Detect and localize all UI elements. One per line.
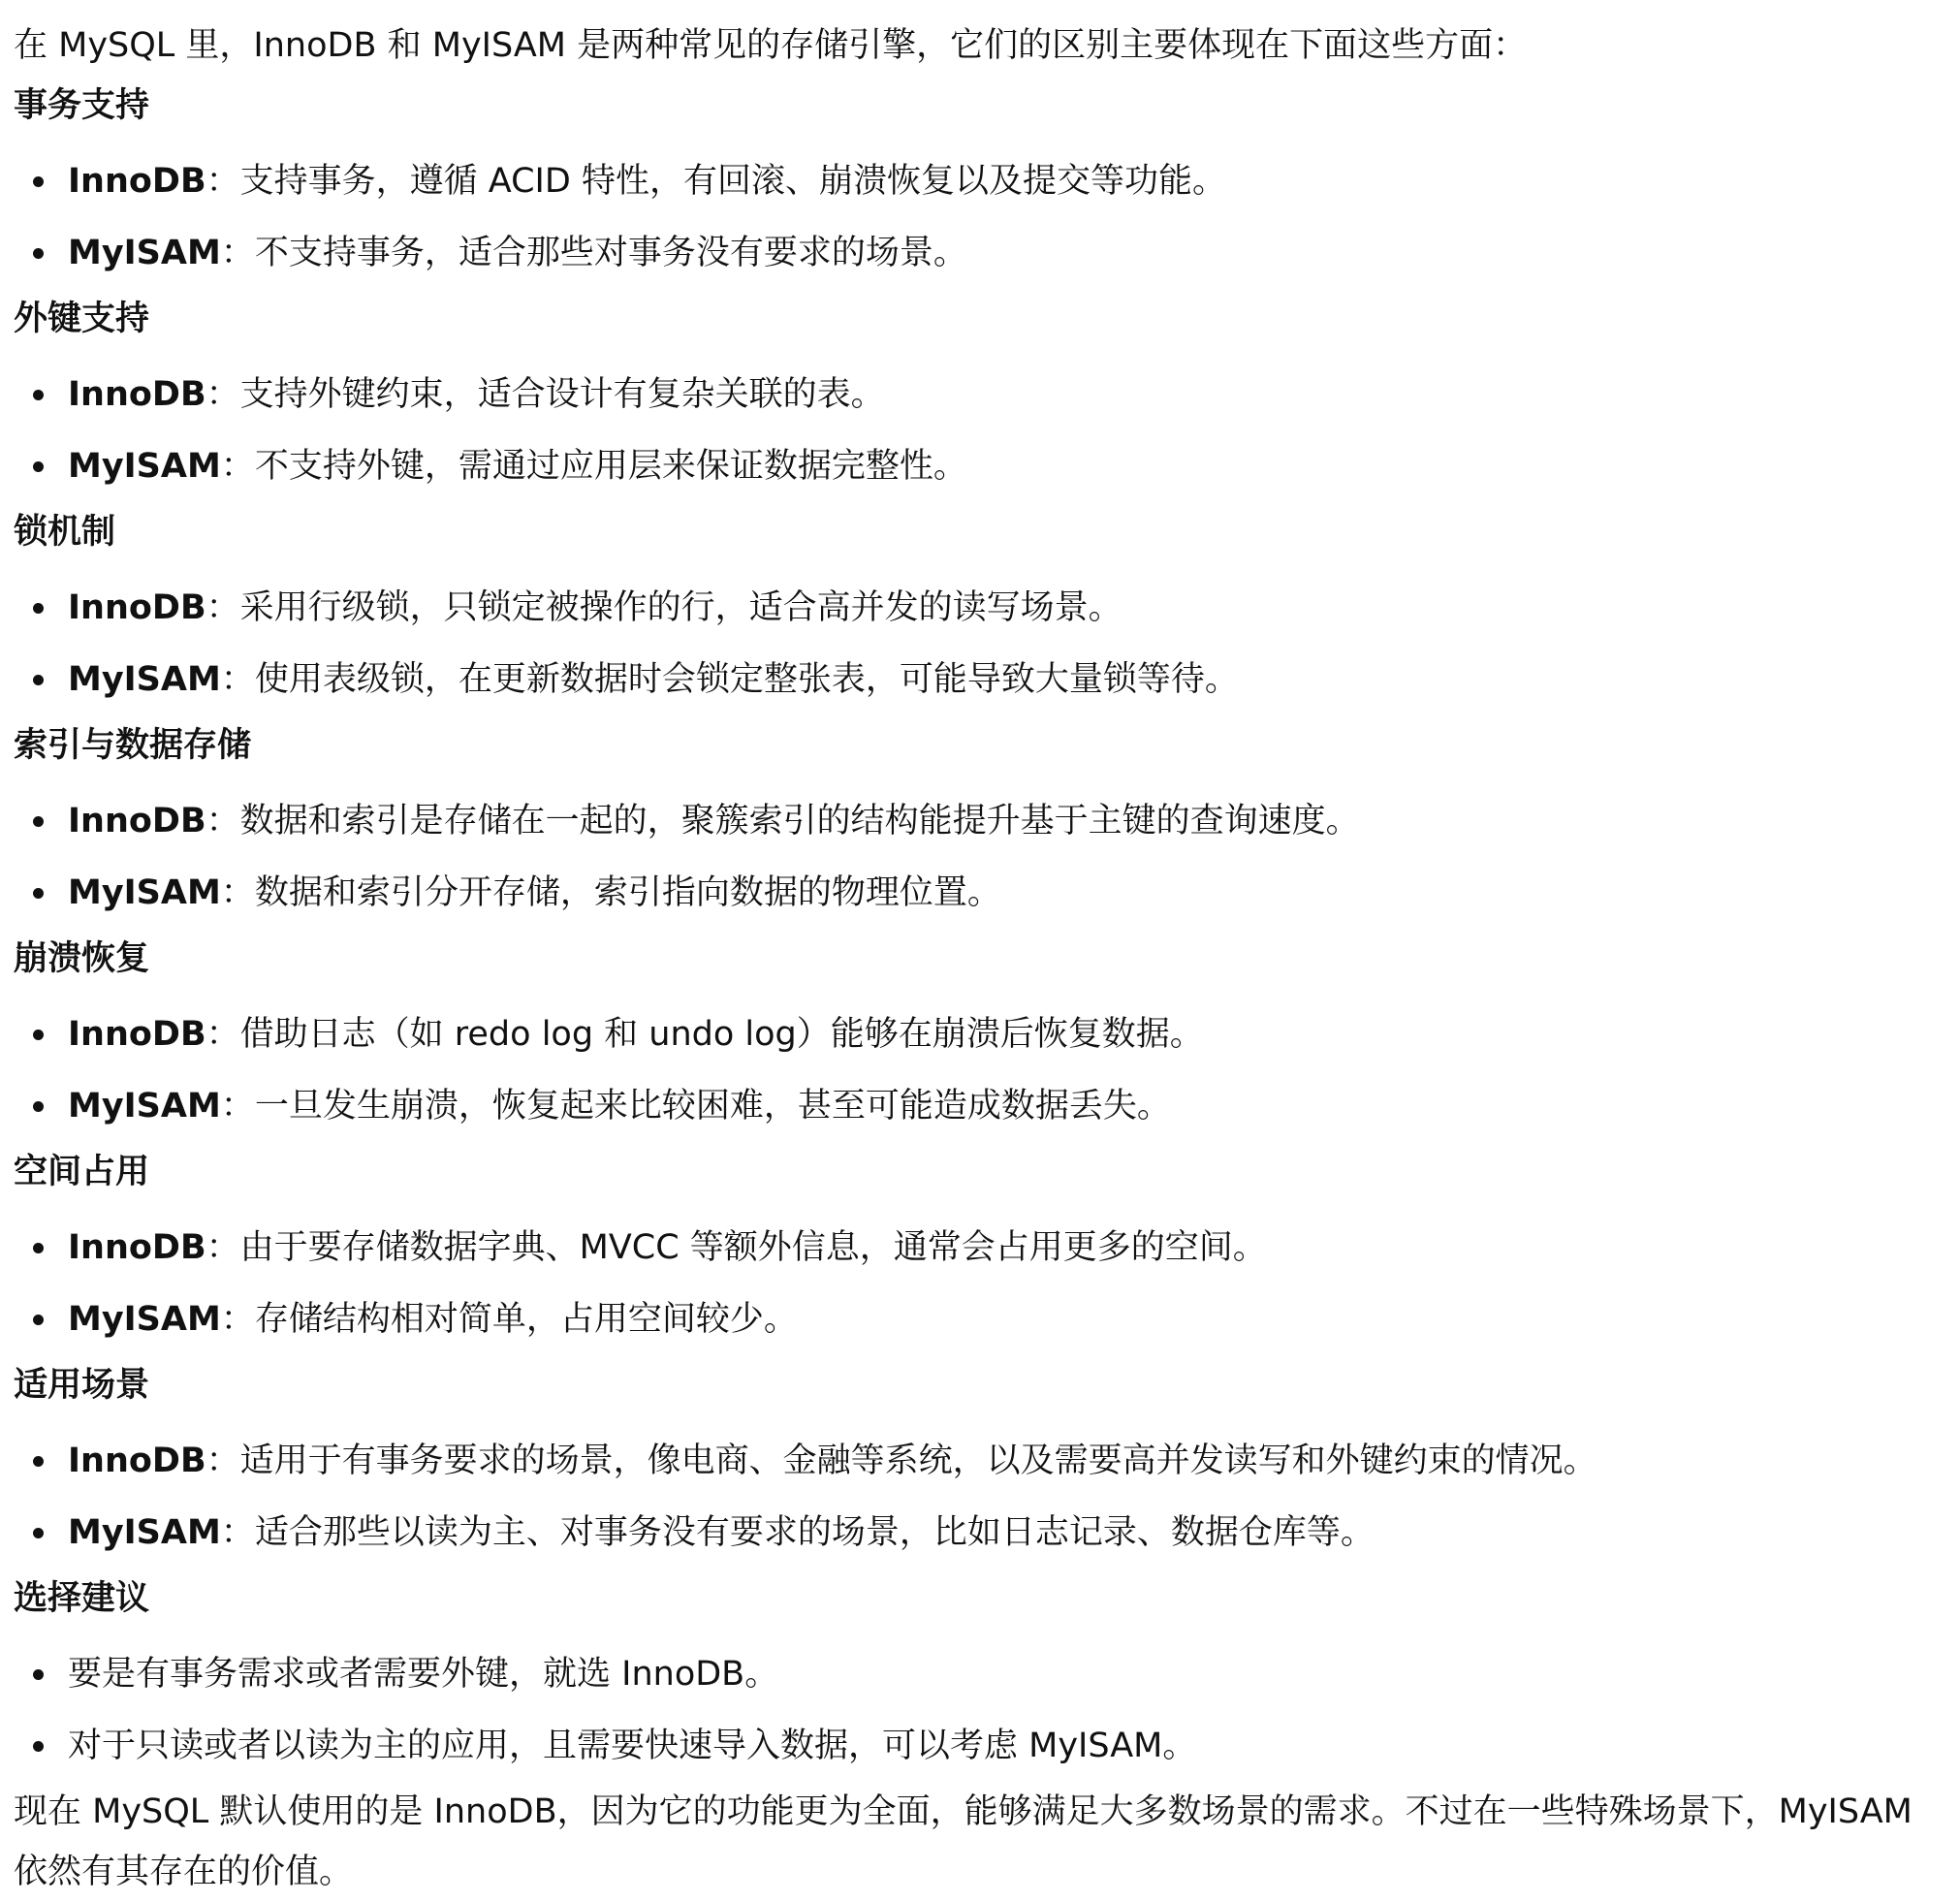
list-item	[14, 572, 1960, 644]
bullet-list	[14, 999, 1960, 1142]
section-heading: 崩溃恢复	[14, 939, 150, 978]
bullet-icon	[33, 816, 44, 827]
list-item	[14, 1070, 1960, 1142]
list-item	[14, 1425, 1960, 1497]
bullet-icon	[33, 1528, 44, 1538]
bullet-icon	[33, 1741, 44, 1752]
item-separator: ：	[220, 873, 255, 912]
list-item	[14, 857, 1960, 929]
item-text: 存储结构相对简单，占用空间较少。	[254, 1300, 798, 1339]
bullet-icon	[33, 390, 44, 400]
item-text: 适合那些以读为主、对事务没有要求的场景，比如日志记录、数据仓库等。	[254, 1513, 1375, 1552]
item-separator: ：	[205, 1015, 240, 1054]
item-engine-name: MyISAM	[68, 1513, 221, 1552]
bullet-icon	[33, 176, 44, 187]
item-separator: ：	[205, 1442, 240, 1480]
item-text: 由于要存储数据字典、MVCC 等额外信息，通常会占用更多的空间。	[239, 1228, 1267, 1267]
item-engine-name: MyISAM	[68, 1087, 221, 1125]
bullet-list	[14, 1212, 1960, 1355]
section-heading: 选择建议	[14, 1579, 150, 1618]
item-text: 不支持外键，需通过应用层来保证数据完整性。	[254, 447, 967, 486]
bullet-icon	[33, 1456, 44, 1467]
item-text: 不支持事务，适合那些对事务没有要求的场景。	[254, 234, 967, 272]
closing-paragraph: 现在 MySQL 默认使用的是 InnoDB，因为它的功能更为全面，能够满足大多数场景的需求。不过在一些特殊场景下，MyISAM 依然有其存在的价值。	[14, 1792, 1913, 1891]
section-heading: 外键支持	[14, 300, 150, 338]
bullet-icon	[33, 888, 44, 899]
item-separator: ：	[220, 1087, 255, 1125]
item-engine-name: InnoDB	[68, 588, 206, 627]
bullet-icon	[33, 1101, 44, 1112]
item-text: 数据和索引分开存储，索引指向数据的物理位置。	[254, 873, 1001, 912]
list-item	[14, 217, 1960, 289]
list-item	[14, 999, 1960, 1070]
item-engine-name: InnoDB	[68, 1228, 206, 1267]
item-text: 对于只读或者以读为主的应用，且需要快速导入数据，可以考虑 MyISAM。	[68, 1727, 1197, 1765]
bullet-list	[14, 359, 1960, 502]
item-engine-name: MyISAM	[68, 447, 221, 486]
list-item	[14, 644, 1960, 715]
section-heading: 锁机制	[14, 513, 116, 552]
bullet-icon	[33, 603, 44, 614]
section	[14, 715, 1960, 929]
list-item	[14, 1638, 1960, 1710]
item-separator: ：	[205, 588, 240, 627]
bullet-list	[14, 785, 1960, 929]
item-engine-name: InnoDB	[68, 375, 206, 414]
item-separator: ：	[220, 1300, 255, 1339]
bullet-icon	[33, 461, 44, 472]
item-engine-name: MyISAM	[68, 234, 221, 272]
item-separator: ：	[205, 162, 240, 201]
item-separator: ：	[205, 375, 240, 414]
item-text: 支持事务，遵循 ACID 特性，有回滚、崩溃恢复以及提交等功能。	[239, 162, 1226, 201]
item-separator: ：	[220, 1513, 255, 1552]
intro-paragraph: 在 MySQL 里，InnoDB 和 MyISAM 是两种常见的存储引擎，它们的区别主要体现在下面这些方面：	[14, 26, 1528, 65]
item-separator: ：	[205, 1228, 240, 1267]
item-text: 使用表级锁，在更新数据时会锁定整张表，可能导致大量锁等待。	[254, 660, 1239, 699]
item-text: 数据和索引是存储在一起的，聚簇索引的结构能提升基于主键的查询速度。	[239, 802, 1360, 840]
list-item	[14, 145, 1960, 217]
item-engine-name: InnoDB	[68, 802, 206, 840]
list-item	[14, 785, 1960, 857]
list-item	[14, 1284, 1960, 1355]
section-heading: 事务支持	[14, 86, 150, 125]
item-engine-name: InnoDB	[68, 1442, 206, 1480]
bullet-list	[14, 1425, 1960, 1569]
item-text: 借助日志（如 redo log 和 undo log）能够在崩溃后恢复数据。	[239, 1015, 1204, 1054]
item-text: 支持外键约束，适合设计有复杂关联的表。	[239, 375, 885, 414]
item-text: 适用于有事务要求的场景，像电商、金融等系统，以及需要高并发读写和外键约束的情况。	[239, 1442, 1597, 1480]
section	[14, 289, 1960, 502]
section-heading: 适用场景	[14, 1366, 150, 1405]
list-item	[14, 430, 1960, 502]
item-separator: ：	[220, 660, 255, 699]
section	[14, 76, 1960, 289]
item-text: 采用行级锁，只锁定被操作的行，适合高并发的读写场景。	[239, 588, 1122, 627]
item-text: 一旦发生崩溃，恢复起来比较困难，甚至可能造成数据丢失。	[254, 1087, 1171, 1125]
list-item	[14, 1212, 1960, 1284]
section	[14, 1569, 1960, 1782]
bullet-list	[14, 572, 1960, 715]
item-separator: ：	[205, 802, 240, 840]
section	[14, 1355, 1960, 1569]
item-engine-name: MyISAM	[68, 660, 221, 699]
sections	[14, 76, 1960, 1782]
list-item	[14, 1497, 1960, 1569]
list-item	[14, 359, 1960, 430]
item-separator: ：	[220, 447, 255, 486]
item-engine-name: MyISAM	[68, 1300, 221, 1339]
bullet-icon	[33, 1243, 44, 1253]
item-engine-name: MyISAM	[68, 873, 221, 912]
section	[14, 929, 1960, 1142]
item-engine-name: InnoDB	[68, 1015, 206, 1054]
item-engine-name: InnoDB	[68, 162, 206, 201]
bullet-list	[14, 1638, 1960, 1782]
list-item	[14, 1710, 1960, 1782]
section-heading: 索引与数据存储	[14, 726, 252, 765]
bullet-icon	[33, 1315, 44, 1325]
item-text: 要是有事务需求或者需要外键，就选 InnoDB。	[68, 1655, 779, 1694]
item-separator: ：	[220, 234, 255, 272]
section-heading: 空间占用	[14, 1153, 150, 1191]
bullet-icon	[33, 675, 44, 685]
bullet-icon	[33, 1669, 44, 1680]
section	[14, 1142, 1960, 1355]
bullet-icon	[33, 248, 44, 259]
bullet-icon	[33, 1030, 44, 1040]
section	[14, 502, 1960, 715]
bullet-list	[14, 145, 1960, 289]
